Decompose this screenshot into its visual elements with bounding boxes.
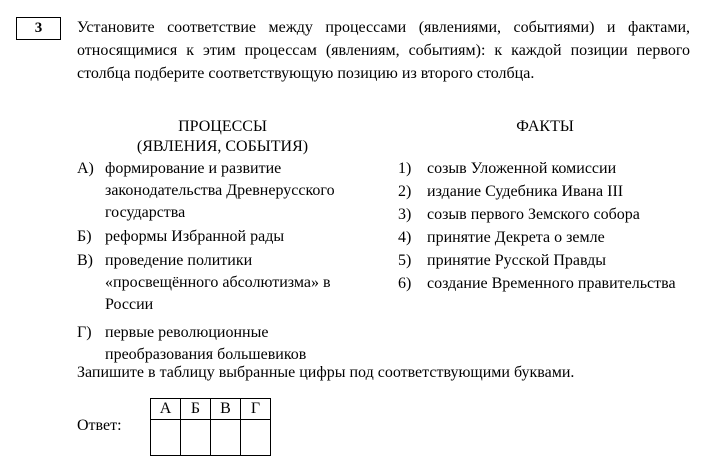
- answer-cell-v[interactable]: [211, 420, 241, 456]
- process-text: реформы Избранной рады: [105, 228, 285, 245]
- answer-column-b: Б: [181, 399, 211, 420]
- processes-header-line1: ПРОЦЕССЫ: [178, 118, 267, 135]
- fact-item-5: [398, 250, 708, 272]
- process-text: первые революционные преобразования большевиков: [105, 324, 307, 363]
- fact-number: 4): [398, 229, 412, 246]
- processes-header: [100, 117, 345, 157]
- answer-cell-g[interactable]: [241, 420, 271, 456]
- fact-text: принятие Декрета о земле: [427, 229, 605, 246]
- answer-table-input-row: [151, 420, 271, 456]
- fact-number: 2): [398, 183, 412, 200]
- task-instruction: Установите соответствие между процессами (явлениями, событиями) и фактами, относящимися к этим процессам (явлениям, событиям): к каждой позиции первого столбца подберите соответствующую позицию из второго столбца.: [77, 19, 690, 82]
- answer-cell-b[interactable]: [181, 420, 211, 456]
- fact-number: 5): [398, 252, 412, 269]
- fact-item-6: [398, 273, 708, 295]
- answer-cell-a[interactable]: [151, 420, 181, 456]
- fact-item-3: [398, 204, 708, 226]
- fact-item-2: [398, 181, 708, 203]
- fact-number: 1): [398, 160, 412, 177]
- fact-item-4: [398, 227, 708, 249]
- process-letter: Г): [77, 324, 92, 341]
- answer-instruction: Запишите в таблицу выбранные цифры под соответствующими буквами.: [77, 364, 575, 381]
- question-number: 3: [16, 17, 61, 40]
- fact-item-1: [398, 158, 708, 180]
- answer-label: Ответ:: [77, 417, 122, 434]
- process-text: формирование и развитие законодательства Древнерусского государства: [105, 160, 335, 221]
- fact-number: 3): [398, 206, 412, 223]
- fact-text: созыв Уложенной комиссии: [427, 160, 617, 177]
- fact-text: издание Судебника Ивана III: [427, 183, 624, 200]
- process-letter: А): [77, 160, 94, 177]
- answer-column-g: Г: [241, 399, 271, 420]
- facts-list: [398, 158, 708, 295]
- facts-header: ФАКТЫ: [516, 118, 574, 135]
- process-item-v: [77, 250, 367, 316]
- process-letter: Б): [77, 228, 92, 245]
- fact-text: создание Временного правительства: [427, 275, 676, 292]
- answer-column-a: А: [151, 399, 181, 420]
- fact-text: принятие Русской Правды: [427, 252, 607, 269]
- answer-table: [150, 398, 271, 456]
- fact-number: 6): [398, 275, 412, 292]
- process-item-a: [77, 158, 367, 224]
- fact-text: созыв первого Земского собора: [427, 206, 640, 223]
- answer-table-header-row: [151, 399, 271, 420]
- answer-column-v: В: [211, 399, 241, 420]
- processes-list: [77, 158, 367, 366]
- process-item-b: [77, 226, 367, 248]
- process-text: проведение политики «просвещённого абсолютизма» в России: [105, 252, 331, 313]
- processes-header-line2: (ЯВЛЕНИЯ, СОБЫТИЯ): [136, 138, 309, 155]
- process-letter: В): [77, 252, 93, 269]
- process-item-g: [77, 322, 367, 366]
